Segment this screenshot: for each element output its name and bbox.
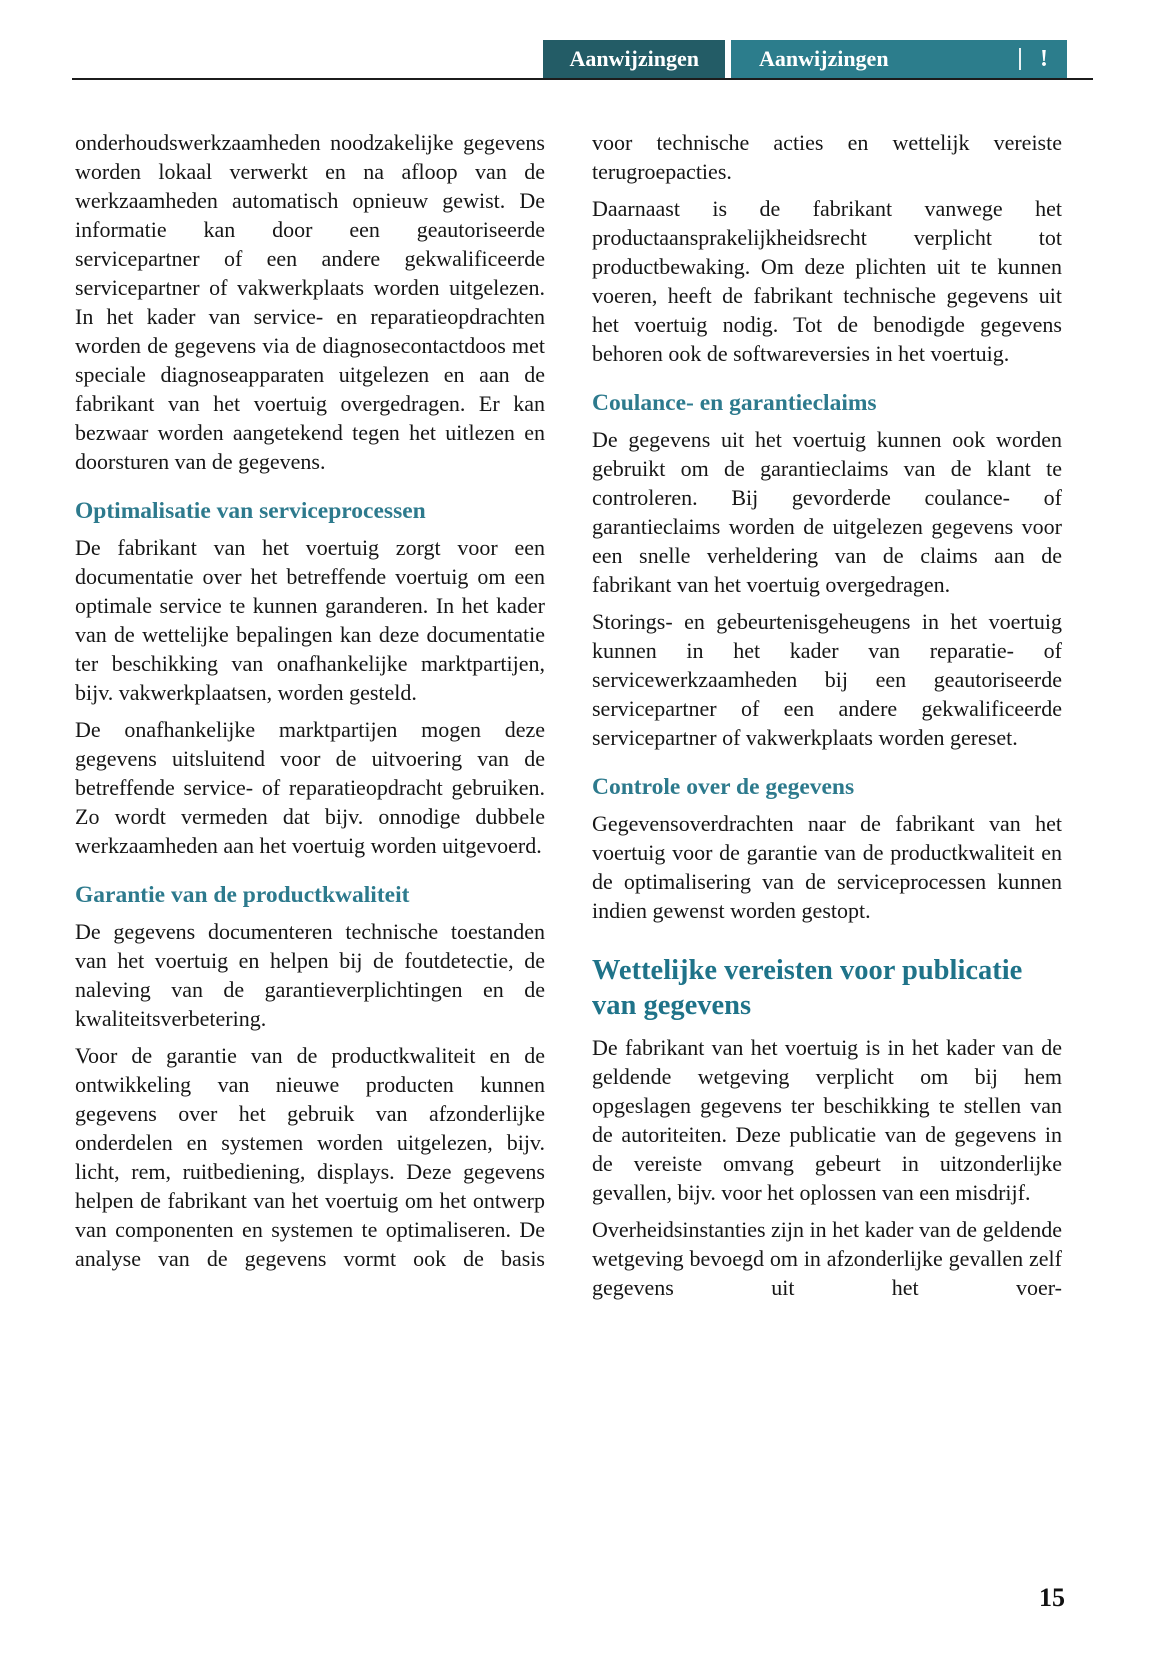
paragraph: De fabrikant van het voertuig zorgt voor een documentatie over het betreffende voertuig om een optimale service te kunnen garanderen. In het kader van de wettelijke bepalingen kan deze documentatie ter beschikking van onafhankelijke marktpartijen, bijv. vakwerkplaatsen, worden gesteld. [75, 535, 545, 705]
running-header-tabs [72, 40, 1093, 80]
section-heading: Controle over de gegevens [592, 774, 855, 800]
running-header-right [731, 40, 1067, 78]
page-header [0, 0, 1165, 80]
section-heading: Coulance- en garantieclaims [592, 390, 877, 416]
left-column [75, 128, 545, 1310]
section-heading: Optimalisatie van serviceprocessen [75, 498, 426, 524]
exclamation-icon: ! [1040, 45, 1048, 72]
paragraph: voor technische acties en wettelijk vereiste terugroepacties. [592, 130, 1062, 184]
paragraph: Overheidsinstanties zijn in het kader van de geldende wetgeving bevoegd om in afzonderlijke gevallen zelf gegevens uit het voer- [592, 1217, 1062, 1300]
paragraph: De gegevens uit het voertuig kunnen ook worden gebruikt om de garantieclaims van de klant te controleren. Bij gevorderde coulance- of garantieclaims worden de uitgelezen gegevens voor een snelle verheldering van de claims aan de fabrikant van het voertuig overgedragen. [592, 427, 1062, 597]
page-number: 15 [1039, 1583, 1065, 1612]
right-column [592, 128, 1062, 1310]
running-header-left-label: Aanwijzingen [569, 46, 699, 71]
paragraph: Storings- en gebeurtenisgeheugens in het voertuig kunnen in het kader van reparatie- of servicewerkzaamheden bij een geautoriseerde servicepartner of een andere gekwalificeerde servicepartner of vakwerkplaats worden gereset. [592, 609, 1062, 750]
paragraph: onderhoudswerkzaamheden noodzakelijke gegevens worden lokaal verwerkt en na afloop van de werkzaamheden automatisch opnieuw gewist. De informatie kan door een geautoriseerde servicepartner of een andere gekwalificeerde servicepartner of vakwerkplaats worden uitgelezen. In het kader van service- en reparatieopdrachten worden de gegevens via de diagnosecontactdoos met speciale diagnoseapparaten uitgelezen en aan de fabrikant van het voertuig overgedragen. Er kan bezwaar worden aangetekend tegen het uitlezen en doorsturen van de gegevens. [75, 130, 545, 474]
running-header-left [543, 40, 725, 78]
chapter-heading: Wettelijke vereisten voor publicatie van gegevens [592, 955, 1023, 1021]
running-header-right-label: Aanwijzingen [759, 46, 889, 71]
page-content [0, 128, 1165, 1310]
paragraph: Daarnaast is de fabrikant vanwege het productaansprakelijkheidsrecht verplicht tot productbewaking. Om deze plichten uit te kunnen voeren, heeft de fabrikant technische gegevens uit het voertuig nodig. Tot de benodigde gegevens behoren ook de softwareversies in het voertuig. [592, 196, 1062, 366]
section-heading: Garantie van de productkwaliteit [75, 882, 410, 908]
paragraph: De fabrikant van het voertuig is in het kader van de geldende wetgeving verplicht om bij hem opgeslagen gegevens ter beschikking te stellen van de autoriteiten. Deze publicatie van de gegevens in de vereiste omvang gebeurt in uitzonderlijke gevallen, bijv. voor het oplossen van een misdrijf. [592, 1035, 1062, 1205]
paragraph: De onafhankelijke marktpartijen mogen deze gegevens uitsluitend voor de uitvoering van de betreffende service- of reparatieopdracht gebruiken. Zo wordt vermeden dat bijv. onnodige dubbele werkzaamheden aan het voertuig worden uitgevoerd. [75, 717, 545, 858]
paragraph: De gegevens documenteren technische toestanden van het voertuig en helpen bij de foutdetectie, de naleving van de garantieverplichtingen en de kwaliteitsverbetering. [75, 919, 545, 1031]
paragraph: Voor de garantie van de productkwaliteit en de ontwikkeling van nieuwe producten kunnen gegevens over het gebruik van afzonderlijke onderdelen en systemen worden uitgelezen, bijv. licht, rem, ruitbediening, displays. Deze gegevens helpen de fabrikant van het voertuig om het ontwerp van componenten en systemen te optimaliseren. De analyse van de gegevens vormt ook de basis [75, 1043, 545, 1271]
paragraph: Gegevensoverdrachten naar de fabrikant van het voertuig voor de garantie van de productkwaliteit en de optimalisering van de serviceprocessen kunnen indien gewenst worden gestopt. [592, 811, 1062, 923]
